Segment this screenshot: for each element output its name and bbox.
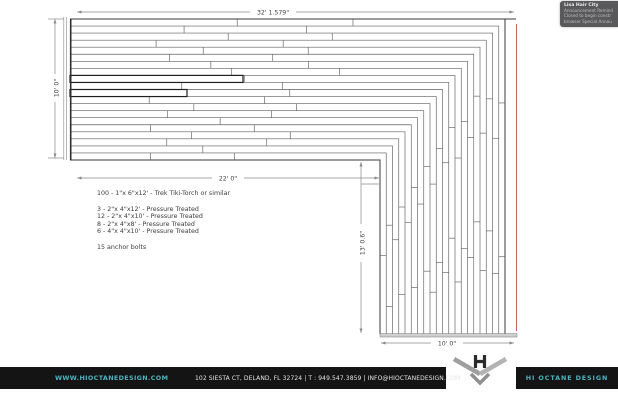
highlight-group xyxy=(70,75,243,96)
material-item: 3 - 2"x 4"x12' - Pressure Treated xyxy=(97,206,199,213)
dim-arrow xyxy=(381,342,386,345)
footer-bar-right xyxy=(516,367,618,389)
plank-outline xyxy=(70,139,399,334)
highlighted-plank xyxy=(70,75,243,82)
anchor-bolts-note: 15 anchor bolts xyxy=(97,243,147,251)
hi-octane-logo-icon xyxy=(451,355,509,389)
material-item: 12 - 2"x 4"x10' - Pressure Treated xyxy=(97,213,203,221)
plank-outline xyxy=(70,61,468,333)
joints-group xyxy=(149,19,505,307)
dim-label-leg-height: 13' 0.6" xyxy=(359,230,367,256)
brand-name: HI OCTANE DESIGN xyxy=(525,374,609,382)
material-item: 8 - 2"x 4"x8' - Pressure Treated xyxy=(97,220,195,228)
notification-line: browser Special Annou xyxy=(564,18,612,24)
notification-title: Lisa Hair City xyxy=(564,2,599,8)
materials-list xyxy=(97,206,203,236)
plank-outline xyxy=(70,75,455,333)
notification-popup[interactable] xyxy=(560,1,618,27)
dim-label-mid-width: 22' 0" xyxy=(218,175,238,183)
dim-label-leg-width: 10' 0" xyxy=(437,340,457,348)
footer-bar-left xyxy=(0,367,461,389)
dim-arrow xyxy=(360,162,363,167)
plank-outline xyxy=(70,68,461,333)
dim-arrow xyxy=(510,342,515,345)
dim-label-overall-width: 32' 1.579" xyxy=(256,9,290,17)
plank-outline xyxy=(70,26,499,334)
plank-outline xyxy=(70,146,393,334)
dim-arrow xyxy=(54,19,57,24)
footer-address: 102 SIESTA CT, DELAND, FL 32724 | T : 949.547.3859 | INFO@HIOCTANEDESIGN.COM xyxy=(195,374,461,382)
dimension-arrows xyxy=(54,11,515,348)
notification-line: Announcement Remind xyxy=(564,8,614,14)
material-item: 6 - 4"x 4"x10' - Pressure Treated xyxy=(97,228,199,236)
dim-arrow xyxy=(77,177,82,180)
dim-arrow xyxy=(77,11,82,14)
logo-h-glyph xyxy=(476,355,485,368)
dim-label-left-height: 10' 0" xyxy=(53,78,61,98)
plank-outline xyxy=(70,19,505,334)
dim-arrow xyxy=(54,154,57,159)
planks-group xyxy=(70,19,505,334)
notification-line: Closed to begin constr xyxy=(564,13,612,19)
dimension-labels xyxy=(54,9,457,347)
dim-arrow xyxy=(360,329,363,334)
dim-arrow xyxy=(510,11,515,14)
dimension-lines xyxy=(48,12,514,343)
logo-inner-chevron xyxy=(471,374,489,383)
highlighted-plank xyxy=(70,90,187,97)
decking-note: 100 - 1"x 6"x12' - Trek Tiki-Torch or similar xyxy=(97,189,231,197)
dim-arrow xyxy=(375,177,380,180)
bottom-edge-board xyxy=(380,334,517,337)
plank-outline xyxy=(70,33,493,334)
website-link[interactable]: WWW.HIOCTANEDESIGN.COM xyxy=(55,374,169,382)
